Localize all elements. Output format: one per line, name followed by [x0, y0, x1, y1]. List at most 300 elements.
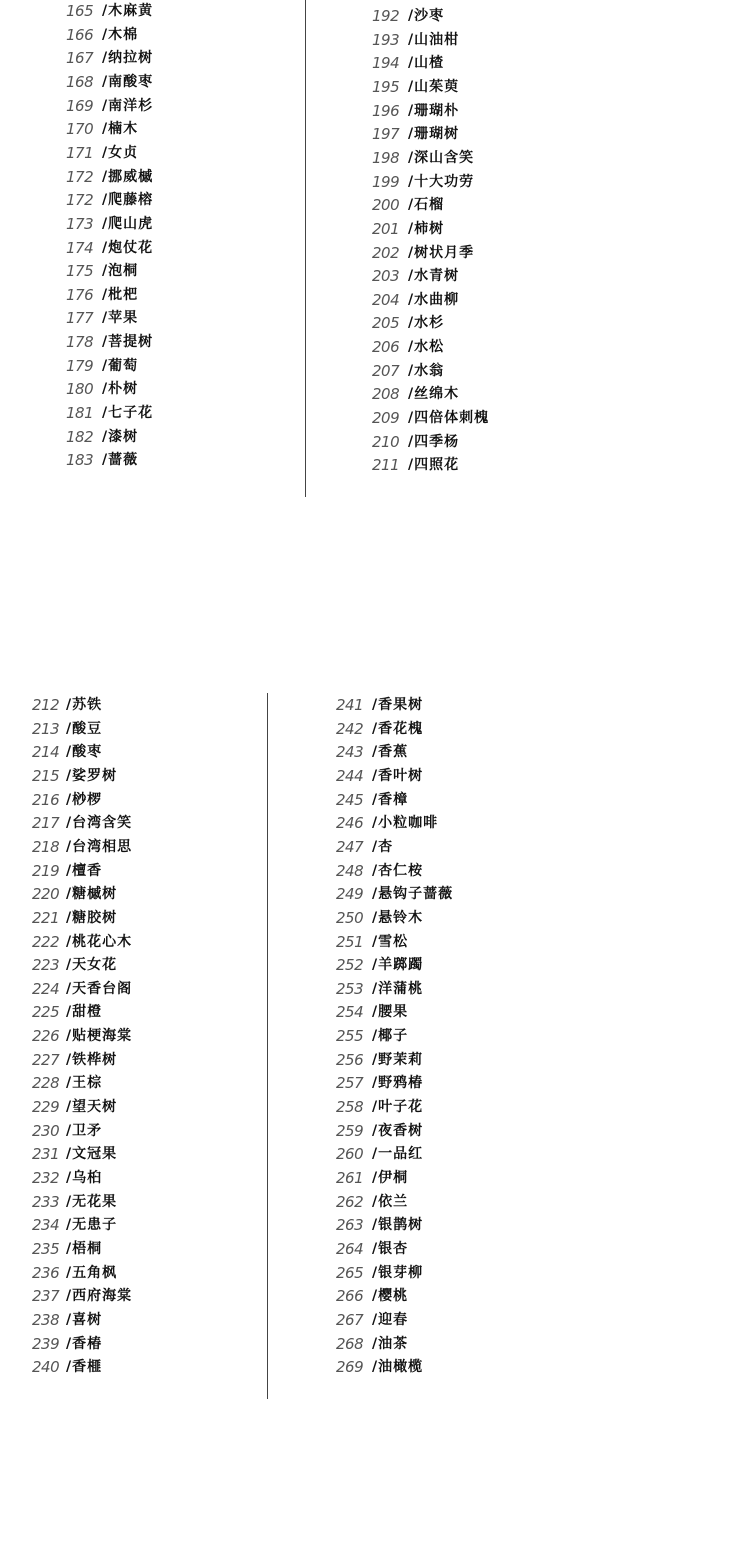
entry-name: /香花槐: [372, 721, 424, 737]
entry-number: 179: [66, 357, 94, 375]
entry-name: /叶子花: [372, 1099, 424, 1115]
entry-name: /香果树: [372, 697, 424, 713]
entry-number: 207: [372, 362, 400, 380]
list-item: [32, 1001, 102, 1023]
entry-name: /石榴: [408, 197, 445, 213]
entry-name: /炮仗花: [102, 240, 154, 256]
entry-name: /菩提树: [102, 334, 154, 350]
list-item: [336, 694, 423, 716]
entry-number: 167: [66, 49, 94, 67]
entry-name: /山油柑: [408, 32, 460, 48]
entry-number: 265: [336, 1264, 364, 1282]
entry-name: /树状月季: [408, 245, 475, 261]
entry-name: /水青树: [408, 268, 460, 284]
entry-number: 181: [66, 404, 94, 422]
list-item: [66, 426, 138, 448]
entry-name: /桫椤: [66, 792, 103, 808]
entry-name: /四季杨: [408, 434, 460, 450]
list-item: [66, 237, 153, 259]
list-item: [66, 189, 153, 211]
list-item: [372, 289, 459, 311]
entry-number: 223: [32, 956, 60, 974]
entry-number: 267: [336, 1311, 364, 1329]
list-item: [66, 449, 138, 471]
entry-name: /水翁: [408, 363, 445, 379]
entry-number: 209: [372, 409, 400, 427]
list-item: [336, 1285, 408, 1307]
entry-name: /野茉莉: [372, 1052, 424, 1068]
entry-number: 234: [32, 1216, 60, 1234]
list-item: [372, 383, 459, 405]
entry-number: 241: [336, 696, 364, 714]
entry-number: 220: [32, 885, 60, 903]
entry-number: 251: [336, 933, 364, 951]
list-item: [32, 1356, 102, 1378]
entry-number: 259: [336, 1122, 364, 1140]
list-item: [66, 307, 138, 329]
entry-number: 197: [372, 125, 400, 143]
entry-number: 180: [66, 380, 94, 398]
list-item: [66, 284, 138, 306]
list-item: [336, 1072, 423, 1094]
entry-name: /葡萄: [102, 358, 139, 374]
list-item: [372, 123, 459, 145]
entry-name: /银芽柳: [372, 1265, 424, 1281]
list-item: [32, 718, 102, 740]
list-item: [66, 142, 138, 164]
entry-number: 264: [336, 1240, 364, 1258]
list-item: [336, 978, 423, 1000]
entry-number: 261: [336, 1169, 364, 1187]
entry-number: 165: [66, 2, 94, 20]
list-item: [32, 1143, 117, 1165]
list-item: [372, 312, 444, 334]
entry-number: 249: [336, 885, 364, 903]
entry-number: 243: [336, 743, 364, 761]
entry-name: /杏: [372, 839, 394, 855]
list-item: [336, 789, 408, 811]
list-item: [336, 1049, 423, 1071]
entry-number: 239: [32, 1335, 60, 1353]
list-item: [66, 0, 153, 22]
entry-name: /珊瑚树: [408, 126, 460, 142]
list-item: [336, 1238, 408, 1260]
entry-number: 217: [32, 814, 60, 832]
entry-number: 253: [336, 980, 364, 998]
entry-name: /依兰: [372, 1194, 409, 1210]
list-item: [32, 860, 102, 882]
entry-name: /野鸦椿: [372, 1075, 424, 1091]
entry-number: 218: [32, 838, 60, 856]
list-item: [32, 1025, 132, 1047]
entry-name: /喜树: [66, 1312, 103, 1328]
entry-name: /沙枣: [408, 8, 445, 24]
entry-name: /女贞: [102, 145, 139, 161]
entry-name: /糖槭树: [66, 886, 118, 902]
entry-number: 250: [336, 909, 364, 927]
entry-name: /酸枣: [66, 744, 103, 760]
entry-number: 235: [32, 1240, 60, 1258]
entry-name: /西府海棠: [66, 1288, 133, 1304]
entry-name: /糖胶树: [66, 910, 118, 926]
list-item: [372, 218, 444, 240]
entry-name: /悬铃木: [372, 910, 424, 926]
entry-name: /苏铁: [66, 697, 103, 713]
entry-number: 226: [32, 1027, 60, 1045]
list-item: [336, 1191, 408, 1213]
entry-name: /台湾含笑: [66, 815, 133, 831]
entry-number: 266: [336, 1287, 364, 1305]
entry-name: /天女花: [66, 957, 118, 973]
list-item: [32, 1238, 102, 1260]
list-item: [336, 1167, 408, 1189]
entry-name: /油茶: [372, 1336, 409, 1352]
list-item: [372, 194, 444, 216]
entry-number: 268: [336, 1335, 364, 1353]
left-column: [32, 694, 262, 1394]
entry-name: /纳拉树: [102, 50, 154, 66]
left-column: [66, 0, 296, 480]
entry-name: /文冠果: [66, 1146, 118, 1162]
entry-name: /檀香: [66, 863, 103, 879]
entry-name: /卫矛: [66, 1123, 103, 1139]
entry-number: 169: [66, 97, 94, 115]
entry-name: /香椿: [66, 1336, 103, 1352]
right-column: [372, 5, 632, 485]
entry-name: /梧桐: [66, 1241, 103, 1257]
entry-name: /七子花: [102, 405, 154, 421]
list-item: [66, 213, 153, 235]
entry-number: 242: [336, 720, 364, 738]
entry-name: /挪威槭: [102, 169, 154, 185]
entry-number: 269: [336, 1358, 364, 1376]
entry-number: 221: [32, 909, 60, 927]
list-item: [32, 1167, 102, 1189]
entry-name: /洋蒲桃: [372, 981, 424, 997]
entry-number: 199: [372, 173, 400, 191]
entry-name: /樱桃: [372, 1288, 409, 1304]
entry-name: /羊踯躅: [372, 957, 424, 973]
list-item: [66, 331, 153, 353]
entry-number: 236: [32, 1264, 60, 1282]
entry-number: 225: [32, 1003, 60, 1021]
list-item: [32, 954, 117, 976]
entry-name: /木棉: [102, 27, 139, 43]
entry-number: 203: [372, 267, 400, 285]
list-item: [32, 1262, 117, 1284]
entry-number: 194: [372, 54, 400, 72]
entry-name: /珊瑚朴: [408, 103, 460, 119]
list-item: [372, 5, 444, 27]
list-item: [372, 454, 459, 476]
entry-name: /丝绵木: [408, 386, 460, 402]
list-item: [32, 741, 102, 763]
entry-name: /香樟: [372, 792, 409, 808]
entry-name: /望天树: [66, 1099, 118, 1115]
entry-name: /伊桐: [372, 1170, 409, 1186]
entry-name: /漆树: [102, 429, 139, 445]
list-item: [372, 336, 444, 358]
right-column: [336, 694, 596, 1394]
entry-name: /五角枫: [66, 1265, 118, 1281]
entry-name: /无花果: [66, 1194, 118, 1210]
entry-name: /杏仁桉: [372, 863, 424, 879]
entry-name: /香蕉: [372, 744, 409, 760]
entry-name: /一品红: [372, 1146, 424, 1162]
list-item: [336, 1214, 423, 1236]
list-item: [66, 402, 153, 424]
entry-number: 212: [32, 696, 60, 714]
entry-number: 214: [32, 743, 60, 761]
list-item: [32, 765, 117, 787]
entry-name: /南洋杉: [102, 98, 154, 114]
entry-name: /天香台阁: [66, 981, 133, 997]
entry-name: /朴树: [102, 381, 139, 397]
entry-name: /娑罗树: [66, 768, 118, 784]
entry-name: /泡桐: [102, 263, 139, 279]
entry-number: 256: [336, 1051, 364, 1069]
entry-name: /无患子: [66, 1217, 118, 1233]
entry-number: 168: [66, 73, 94, 91]
entry-number: 258: [336, 1098, 364, 1116]
list-item: [32, 1072, 102, 1094]
list-item: [372, 76, 459, 98]
entry-number: 198: [372, 149, 400, 167]
entry-number: 227: [32, 1051, 60, 1069]
entry-name: /深山含笑: [408, 150, 475, 166]
list-item: [336, 718, 423, 740]
entry-name: /山茱萸: [408, 79, 460, 95]
entry-number: 254: [336, 1003, 364, 1021]
list-item: [336, 812, 438, 834]
list-item: [336, 907, 423, 929]
entry-number: 219: [32, 862, 60, 880]
list-item: [32, 836, 132, 858]
entry-number: 252: [336, 956, 364, 974]
entry-number: 172: [66, 191, 94, 209]
entry-number: 176: [66, 286, 94, 304]
entry-number: 233: [32, 1193, 60, 1211]
list-item: [336, 1262, 423, 1284]
entry-name: /木麻黄: [102, 3, 154, 19]
entry-name: /四倍体刺槐: [408, 410, 490, 426]
list-item: [336, 1096, 423, 1118]
entry-name: /苹果: [102, 310, 139, 326]
entry-name: /椰子: [372, 1028, 409, 1044]
list-item: [372, 171, 474, 193]
entry-number: 210: [372, 433, 400, 451]
entry-name: /十大功劳: [408, 174, 475, 190]
entry-number: 244: [336, 767, 364, 785]
list-item: [336, 883, 453, 905]
list-item: [32, 1049, 117, 1071]
entry-number: 170: [66, 120, 94, 138]
entry-name: /水松: [408, 339, 445, 355]
entry-name: /悬钩子蔷薇: [372, 886, 454, 902]
entry-number: 213: [32, 720, 60, 738]
entry-number: 206: [372, 338, 400, 356]
entry-name: /山楂: [408, 55, 445, 71]
entry-name: /水曲柳: [408, 292, 460, 308]
entry-number: 174: [66, 239, 94, 257]
entry-number: 183: [66, 451, 94, 469]
list-item: [66, 260, 138, 282]
list-item: [32, 931, 132, 953]
list-item: [336, 1025, 408, 1047]
list-item: [372, 360, 444, 382]
entry-name: /甜橙: [66, 1004, 103, 1020]
entry-number: 175: [66, 262, 94, 280]
list-item: [32, 1214, 117, 1236]
list-item: [32, 789, 102, 811]
entry-number: 228: [32, 1074, 60, 1092]
entry-number: 237: [32, 1287, 60, 1305]
entry-name: /乌桕: [66, 1170, 103, 1186]
entry-number: 182: [66, 428, 94, 446]
entry-number: 173: [66, 215, 94, 233]
list-item: [372, 265, 459, 287]
list-item: [66, 118, 138, 140]
list-item: [66, 355, 138, 377]
entry-name: /四照花: [408, 457, 460, 473]
list-item: [32, 907, 117, 929]
entry-number: 177: [66, 309, 94, 327]
list-item: [66, 24, 138, 46]
entry-name: /腰果: [372, 1004, 409, 1020]
list-item: [32, 1191, 117, 1213]
entry-name: /香榧: [66, 1359, 103, 1375]
entry-number: 166: [66, 26, 94, 44]
entry-name: /酸豆: [66, 721, 103, 737]
list-item: [66, 166, 153, 188]
entry-name: /铁桦树: [66, 1052, 118, 1068]
entry-number: 200: [372, 196, 400, 214]
entry-number: 231: [32, 1145, 60, 1163]
list-item: [32, 1120, 102, 1142]
entry-name: /迎春: [372, 1312, 409, 1328]
entry-number: 222: [32, 933, 60, 951]
entry-number: 192: [372, 7, 400, 25]
entry-name: /枇杷: [102, 287, 139, 303]
entry-number: 229: [32, 1098, 60, 1116]
entry-name: /雪松: [372, 934, 409, 950]
entry-number: 202: [372, 244, 400, 262]
list-item: [372, 29, 459, 51]
entry-number: 196: [372, 102, 400, 120]
entry-number: 201: [372, 220, 400, 238]
entry-number: 246: [336, 814, 364, 832]
entry-number: 216: [32, 791, 60, 809]
entry-name: /王棕: [66, 1075, 103, 1091]
entry-number: 172: [66, 168, 94, 186]
entry-name: /水杉: [408, 315, 445, 331]
list-item: [66, 47, 153, 69]
entry-name: /爬藤榕: [102, 192, 154, 208]
entry-number: 178: [66, 333, 94, 351]
list-item: [372, 52, 444, 74]
list-item: [336, 860, 423, 882]
list-item: [32, 1285, 132, 1307]
list-item: [372, 147, 474, 169]
entry-name: /香叶树: [372, 768, 424, 784]
list-item: [372, 100, 459, 122]
list-item: [336, 1001, 408, 1023]
entry-name: /爬山虎: [102, 216, 154, 232]
entry-number: 215: [32, 767, 60, 785]
entry-name: /柿树: [408, 221, 445, 237]
entry-name: /夜香树: [372, 1123, 424, 1139]
entry-number: 208: [372, 385, 400, 403]
entry-number: 171: [66, 144, 94, 162]
list-item: [336, 1143, 423, 1165]
column-divider: [267, 693, 268, 1399]
entry-name: /楠木: [102, 121, 139, 137]
list-item: [372, 431, 459, 453]
entry-name: /蔷薇: [102, 452, 139, 468]
entry-number: 247: [336, 838, 364, 856]
entry-name: /银杏: [372, 1241, 409, 1257]
list-item: [372, 242, 474, 264]
entry-name: /油橄榄: [372, 1359, 424, 1375]
list-item: [372, 407, 489, 429]
list-item: [336, 741, 408, 763]
entry-number: 224: [32, 980, 60, 998]
bottom-section: [0, 690, 750, 1410]
list-item: [336, 765, 423, 787]
entry-name: /台湾相思: [66, 839, 133, 855]
list-item: [336, 836, 393, 858]
column-divider: [305, 0, 306, 497]
list-item: [336, 954, 423, 976]
entry-number: 230: [32, 1122, 60, 1140]
list-item: [336, 1120, 423, 1142]
list-item: [66, 71, 153, 93]
list-item: [32, 1333, 102, 1355]
top-section: [0, 0, 750, 500]
entry-name: /南酸枣: [102, 74, 154, 90]
list-item: [66, 378, 138, 400]
entry-number: 248: [336, 862, 364, 880]
entry-number: 262: [336, 1193, 364, 1211]
list-item: [32, 812, 132, 834]
entry-name: /银鹊树: [372, 1217, 424, 1233]
entry-number: 255: [336, 1027, 364, 1045]
entry-number: 260: [336, 1145, 364, 1163]
list-item: [32, 1096, 117, 1118]
entry-name: /贴梗海棠: [66, 1028, 133, 1044]
list-item: [336, 1356, 423, 1378]
entry-name: /桃花心木: [66, 934, 133, 950]
list-item: [32, 694, 102, 716]
entry-number: 211: [372, 456, 400, 474]
entry-number: 240: [32, 1358, 60, 1376]
list-item: [32, 978, 132, 1000]
entry-number: 205: [372, 314, 400, 332]
entry-number: 195: [372, 78, 400, 96]
entry-number: 193: [372, 31, 400, 49]
list-item: [336, 931, 408, 953]
list-item: [336, 1309, 408, 1331]
entry-number: 238: [32, 1311, 60, 1329]
entry-number: 232: [32, 1169, 60, 1187]
list-item: [66, 95, 153, 117]
list-item: [336, 1333, 408, 1355]
entry-number: 257: [336, 1074, 364, 1092]
entry-number: 245: [336, 791, 364, 809]
list-item: [32, 883, 117, 905]
entry-number: 204: [372, 291, 400, 309]
list-item: [32, 1309, 102, 1331]
